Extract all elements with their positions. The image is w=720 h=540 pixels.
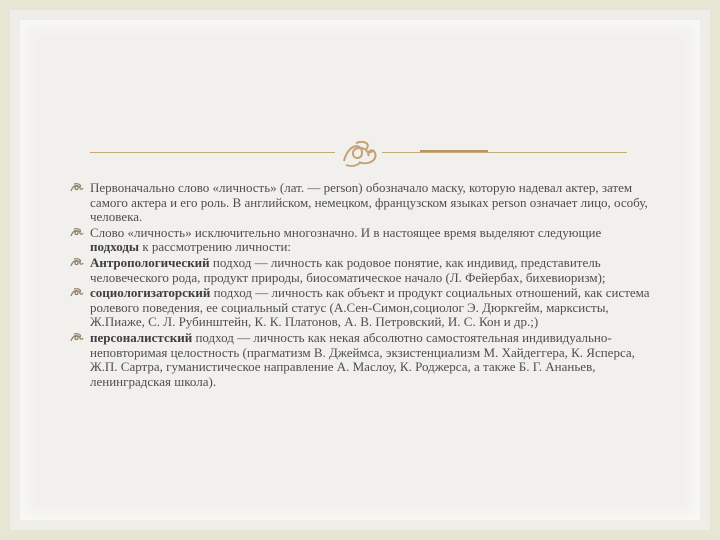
- bullet-list: [70, 181, 650, 390]
- list-item: [70, 331, 650, 389]
- list-item-text: Первоначально слово «личность» (лат. — person) обозначало маску, которую надевал актер, затем самого актера и его роль. В английском, немецком, французском языках person означает лицо, особу, человека.: [90, 180, 648, 225]
- scroll-flourish-icon: [338, 136, 382, 168]
- scroll-bullet-icon: [70, 257, 84, 268]
- list-item-emphasis: социологизаторский: [90, 285, 211, 301]
- list-item-text: подход — личность как некая абсолютно самостоятельная индивидуально-неповторимая целостность (прагматизм В. Джеймса, экзистенциализм М. Хайдеггера, К. Ясперса, Ж.П. Сартра, гуманистическое направление А. Маслоу, К. Роджерса, а также Б. Г. Ананьев, ленинградская школа).: [90, 329, 635, 389]
- list-item: [70, 256, 650, 285]
- scroll-bullet-icon: [70, 182, 84, 193]
- scroll-bullet-icon: [70, 287, 84, 298]
- title-rule-accent: [420, 150, 488, 152]
- list-item-emphasis: персоналистский: [90, 329, 193, 345]
- title-rule-left: [90, 152, 335, 153]
- list-item-text: к рассмотрению личности:: [139, 239, 292, 255]
- list-item: [70, 181, 650, 225]
- scroll-bullet-icon: [70, 227, 84, 238]
- list-item-emphasis: подходы: [90, 239, 140, 255]
- list-item: [70, 226, 650, 255]
- list-item-text: подход — личность как родовое понятие, как индивид, представитель человеческого рода, продукт природы, биосоматическое начало (Л. Фейербах, бихевиоризм);: [90, 254, 606, 285]
- title-rule-right: [382, 152, 627, 153]
- list-item-text: Слово «личность» исключительно многозначно. И в настоящее время выделяют следующие: [90, 224, 602, 240]
- list-item-text: подход — личность как объект и продукт социальных отношений, как система ролевого поведения, ее социальный статус (А.Сен-Симон,социолог Э. Дюркгейм, марксисты, Ж.Пиаже, С. Л. Рубинштейн, К. К. Платонов, А. В. Петровский, И. С. Кон и др.;): [90, 285, 650, 330]
- list-item-emphasis: Антропологический: [90, 254, 210, 270]
- list-item: [70, 286, 650, 330]
- scroll-bullet-icon: [70, 332, 84, 343]
